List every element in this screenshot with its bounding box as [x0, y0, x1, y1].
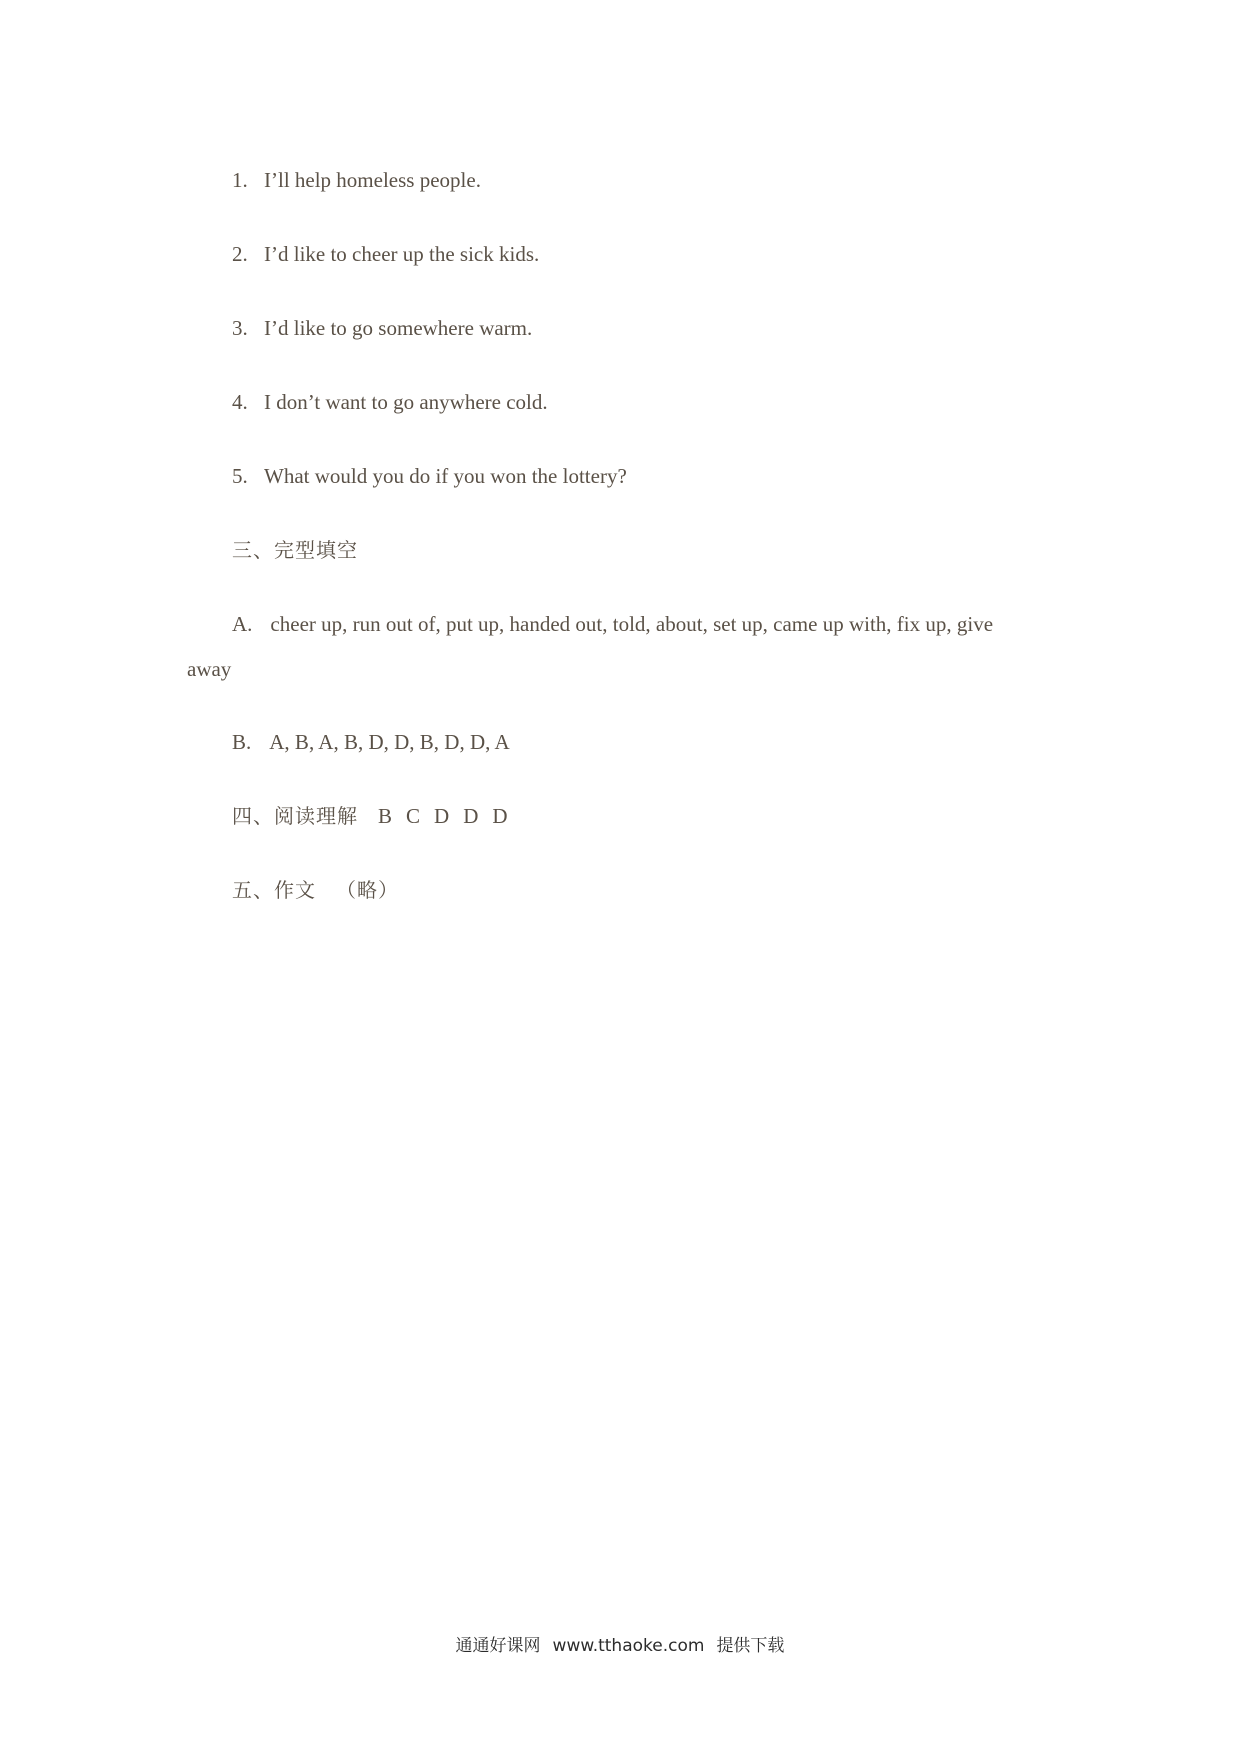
page-footer	[0, 1631, 1240, 1656]
section-3-part-b	[232, 728, 510, 756]
answer-text: I’ll help homeless people.	[264, 168, 481, 192]
answer-number: 2.	[232, 242, 248, 266]
answer-line-1	[232, 166, 481, 194]
section-5	[232, 876, 399, 904]
answer-text: What would you do if you won the lottery?	[264, 464, 627, 488]
section-3-heading: 三、完型填空	[232, 538, 358, 562]
part-b-answers: A, B, A, B, D, D, B, D, D, A	[269, 730, 510, 754]
answer-number: 1.	[232, 168, 248, 192]
section-5-heading: 五、作文	[232, 878, 316, 902]
part-a-answers: cheer up, run out of, put up, handed out, told, about, set up, came up with, fix up, give	[270, 612, 994, 636]
reading-answer: D	[492, 804, 508, 828]
answer-text: I’d like to go somewhere warm.	[264, 316, 533, 340]
answer-number: 3.	[232, 316, 248, 340]
footer-site-name: 通通好课网	[455, 1636, 541, 1656]
section-3-part-a-continuation: away	[187, 657, 232, 681]
reading-answer: C	[406, 804, 421, 828]
answer-line-4	[232, 388, 548, 416]
answer-line-5	[232, 462, 627, 490]
footer-url[interactable]: www.tthaoke.com	[552, 1636, 705, 1656]
section-5-note: （略）	[336, 878, 399, 902]
reading-answer: D	[463, 804, 479, 828]
answer-number: 5.	[232, 464, 248, 488]
answer-text: I don’t want to go anywhere cold.	[264, 390, 548, 414]
part-a-label: A.	[232, 612, 253, 636]
footer-suffix: 提供下载	[716, 1636, 785, 1656]
section-4	[232, 802, 522, 830]
section-3-part-a	[232, 610, 993, 638]
answer-line-2	[232, 240, 539, 268]
reading-answer: D	[434, 804, 450, 828]
part-b-label: B.	[232, 730, 252, 754]
reading-answer: B	[378, 804, 393, 828]
section-4-heading: 四、阅读理解	[232, 804, 358, 828]
answer-text: I’d like to cheer up the sick kids.	[264, 242, 540, 266]
answer-line-3	[232, 314, 532, 342]
answer-number: 4.	[232, 390, 248, 414]
